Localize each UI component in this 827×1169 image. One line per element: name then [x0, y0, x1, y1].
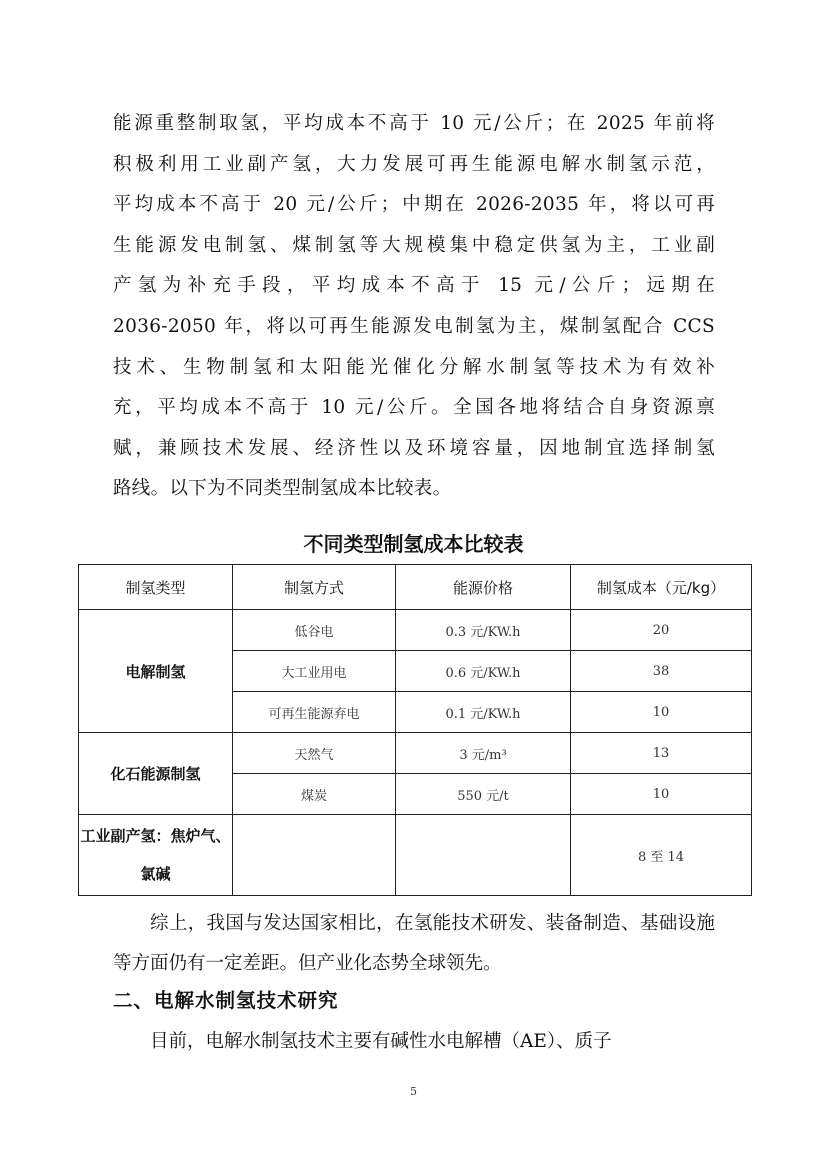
table-title: 不同类型制氢成本比较表 — [303, 532, 524, 556]
category-fossil: 化石能源制氢 — [79, 733, 233, 815]
cell-cost: 38 — [571, 651, 752, 692]
text-line: 平均成本不高于 20 元/公斤；中期在 2026-2035 年，将以可再 — [113, 194, 715, 216]
table-row — [79, 610, 752, 651]
text-line: 产氢为补充手段，平均成本不高于 15 元/公斤；远期在 — [113, 275, 715, 297]
header-method: 制氢方式 — [233, 565, 396, 610]
cell-method: 大工业用电 — [233, 651, 396, 692]
header-cost: 制氢成本（元/kg） — [571, 565, 752, 610]
category-byproduct-line2: 氯碱 — [140, 865, 171, 883]
cell-method: 低谷电 — [233, 610, 396, 651]
cell-price: 0.1 元/KW.h — [396, 692, 571, 733]
table-row — [79, 815, 752, 896]
cell-price: 3 元/m³ — [396, 733, 571, 774]
paragraph-intro — [113, 104, 715, 510]
page-number: 5 — [410, 1085, 417, 1098]
text-line: 充，平均成本不高于 10 元/公斤。全国各地将结合自身资源禀 — [113, 397, 715, 419]
cell-price: 0.6 元/KW.h — [396, 651, 571, 692]
cell-cost: 8 至 14 — [571, 815, 752, 896]
cell-method: 可再生能源弃电 — [233, 692, 396, 733]
category-electrolysis: 电解制氢 — [79, 610, 233, 733]
cell-cost: 10 — [571, 774, 752, 815]
cell-method: 天然气 — [233, 733, 396, 774]
text-line: 能源重整制取氢，平均成本不高于 10 元/公斤；在 2025 年前将 — [113, 113, 715, 134]
table-row — [79, 733, 752, 774]
cell-cost: 13 — [571, 733, 752, 774]
text-line: 赋，兼顾技术发展、经济性以及环境容量，因地制宜选择制氢 — [113, 437, 715, 459]
table-header-row — [79, 565, 752, 610]
cell-price — [396, 815, 571, 896]
text-line: 生能源发电制氢、煤制氢等大规模集中稳定供氢为主，工业副 — [113, 234, 715, 256]
text-line: 2036-2050 年，将以可再生能源发电制氢为主，煤制氢配合 CCS — [113, 315, 715, 337]
paragraph-electrolysis: 目前，电解水制氢技术主要有碱性水电解槽（AE）、质子 — [150, 1031, 612, 1052]
cell-method: 煤炭 — [233, 774, 396, 815]
header-price: 能源价格 — [396, 565, 571, 610]
category-byproduct-line1: 工业副产氢：焦炉气、 — [80, 827, 231, 845]
cell-method — [233, 815, 396, 896]
category-byproduct — [79, 815, 233, 896]
text-line: 积极利用工业副产氢，大力发展可再生能源电解水制氢示范， — [113, 153, 715, 175]
header-type: 制氢类型 — [79, 565, 233, 610]
cell-price: 550 元/t — [396, 774, 571, 815]
hydrogen-cost-table — [78, 564, 752, 896]
cell-price: 0.3 元/KW.h — [396, 610, 571, 651]
cell-cost: 10 — [571, 692, 752, 733]
text-line: 技术、生物制氢和太阳能光催化分解水制氢等技术为有效补 — [113, 356, 715, 378]
paragraph-summary: 综上，我国与发达国家相比，在氢能技术研发、装备制造、基础设施等方面仍有一定差距。但产业化态势全球领先。 — [113, 913, 715, 974]
cell-cost: 20 — [571, 610, 752, 651]
text-line: 路线。以下为不同类型制氢成本比较表。 — [113, 478, 452, 500]
section-heading: 二、电解水制氢技术研究 — [113, 989, 339, 1012]
